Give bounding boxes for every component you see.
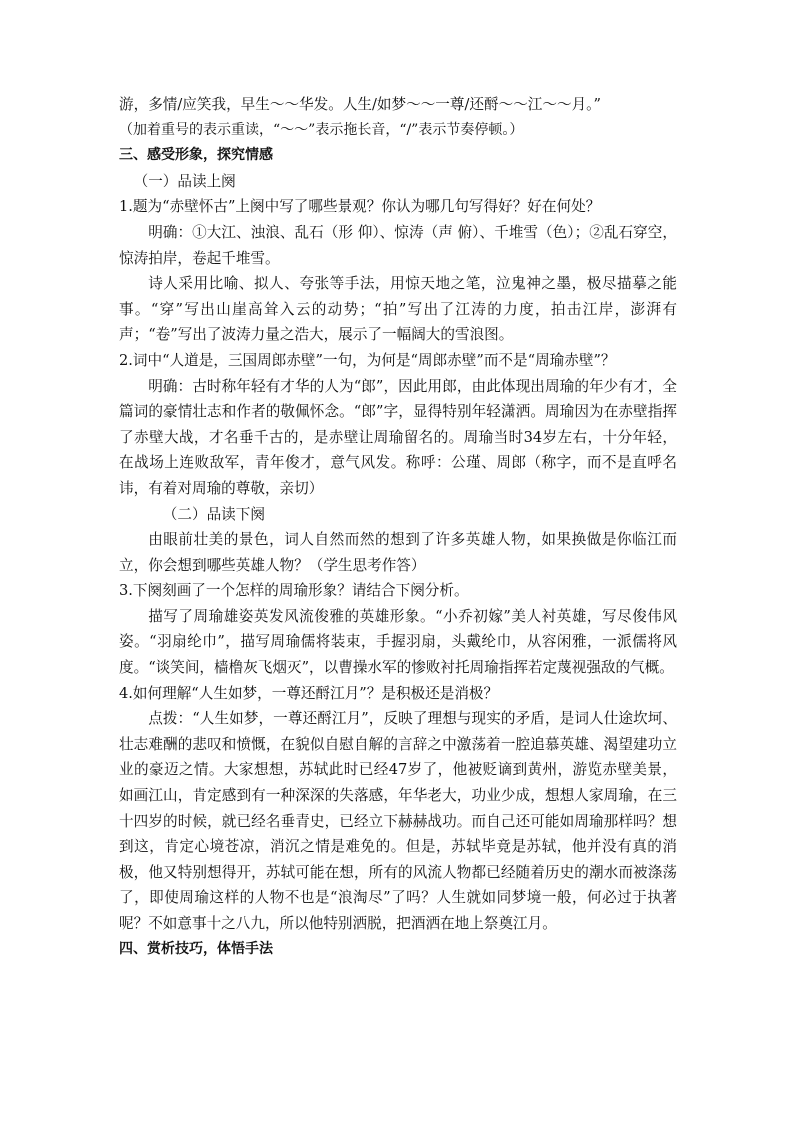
document-body xyxy=(119,92,677,962)
subsection-heading-upper: （一）品读上阕 xyxy=(133,172,236,190)
question-1: 1.题为“赤壁怀古”上阕中写了哪些景观？你认为哪几句写得好？好在何处？ xyxy=(119,198,601,216)
answer-3: 描写了周瑜雄姿英发风流俊雅的英雄形象。“小乔初嫁”美人衬英雄，写尽俊伟风姿。“羽扇纶巾”，描写周瑜儒将装束，手握羽扇，头戴纶巾，从容闲雅，一派儒将风度。“谈笑间，樯橹灰飞烟灭”，以曹操水军的惨败衬托周瑜指挥若定蔑视强敌的气概。 xyxy=(119,607,677,677)
answer-1-clarify: 明确：①大江、浊浪、乱石（形 仰）、惊涛（声 俯）、千堆雪（色）；②乱石穿空，惊涛拍岸，卷起千堆雪。 xyxy=(119,223,677,267)
section-heading-4: 四、赏析技巧，体悟手法 xyxy=(119,940,273,957)
subsection-heading-lower: （二）品读下阕 xyxy=(162,505,265,523)
lower-intro-paragraph: 由眼前壮美的景色，词人自然而然的想到了许多英雄人物，如果换做是你临江而立，你会想到哪些英雄人物？（学生思考作答） xyxy=(119,531,677,574)
answer-1-analysis: 诗人采用比喻、拟人、夸张等手法，用惊天地之笔，泣鬼神之墨，极尽描摹之能事。“穿”写出山崖高耸入云的动势；“拍”写出了江涛的力度，拍击江岸，澎湃有声；“卷”写出了波涛力量之浩大，展示了一幅阔大的雪浪图。 xyxy=(119,275,677,344)
question-2: 2.词中“人道是，三国周郎赤壁”一句，为何是“周郎赤壁”而不是“周瑜赤壁”？ xyxy=(119,351,616,369)
question-3: 3.下阕刻画了一个怎样的周瑜形象？请结合下阕分析。 xyxy=(119,582,469,600)
section-heading-3: 三、感受形象，探究情感 xyxy=(119,147,273,164)
answer-4: 点拨：“人生如梦，一尊还酹江月”，反映了理想与现实的矛盾，是词人仕途坎坷、壮志难酬的悲叹和愤慨，在貌似自慰自解的言辞之中激荡着一腔追慕英雄、渴望建功立业的豪迈之情。大家想想，苏轼此时已经47岁了，他被贬谪到黄州，游览赤壁美景，如画江山，肯定感到有一种深深的失落感，年华老大，功业少成，想想人家周瑜，在三十四岁的时候，就已经名垂青史，已经立下赫赫战功。而自己还可能如周瑜那样吗？想到这，肯定心境苍凉，消沉之情是难免的。但是，苏轼毕竟是苏轼，他并没有真的消极，他又特别想得开，苏轼可能在想，所有的风流人物都已经随着历史的潮水而被涤荡了，即使周瑜这样的人物不也是“浪淘尽”了吗？人生就如同梦境一般，何必过于执著呢？不如意事十之八九，所以他特别洒脱，把酒洒在地上祭奠江月。 xyxy=(119,710,677,932)
question-4: 4.如何理解“人生如梦，一尊还酹江月”？是积极还是消极？ xyxy=(119,684,499,702)
reading-notation-note: （加着重号的表示重读，“～～”表示拖长音，“/”表示节奏停顿。） xyxy=(119,121,524,138)
poem-reading-line: 游，多情/应笑我，早生～～华发。人生/如梦～～一尊/还酹～～江～～月。” xyxy=(119,96,601,113)
answer-2: 明确：古时称年轻有才华的人为“郎”，因此用郎，由此体现出周瑜的年少有才，全篇词的豪情壮志和作者的敬佩怀念。“郎”字，显得特别年轻潇洒。周瑜因为在赤壁指挥了赤壁大战，才名垂千古的，是赤壁让周瑜留名的。周瑜当时34岁左右，十分年轻，在战场上连败敌军，青年俊才，意气风发。称呼：公瑾、周郎（称字，而不是直呼名讳，有着对周瑜的尊敬，亲切） xyxy=(119,377,677,497)
